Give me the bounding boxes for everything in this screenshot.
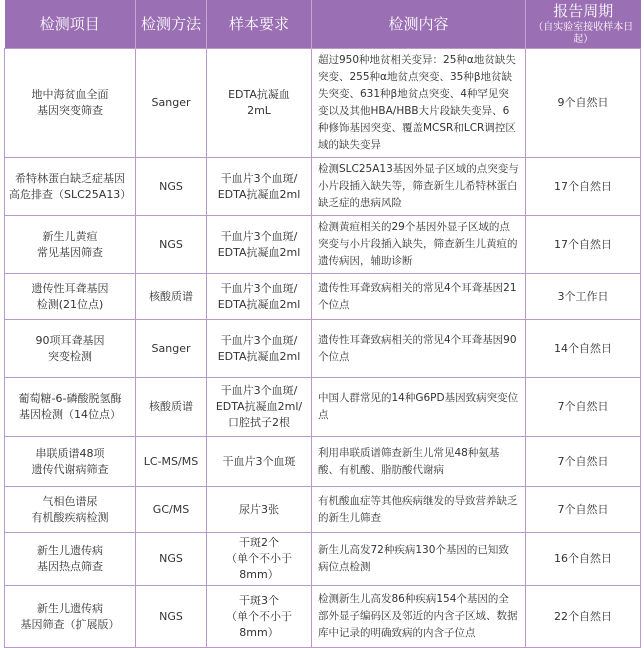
cell-method-line: NGS [159,237,183,251]
header-period [526,0,641,49]
cell-item-line: 遗传代谢病筛查 [31,462,109,476]
header-item: 检测项目 [5,0,136,49]
cell-method [136,158,207,216]
cell-sample [207,586,312,648]
cell-period [526,533,641,586]
cell-period-line: 14个自然日 [554,341,612,355]
cell-sample-line: 干血片3个血斑/ [220,333,298,347]
cell-sample-line: 尿片3张 [239,502,279,516]
cell-item-line: 检测(21位点) [36,297,104,311]
cell-content [312,378,526,437]
cell-item-line: 葡萄糖-6-磷酸脱氢酶 [18,392,122,405]
cell-method-line: NGS [159,609,183,623]
table-row [5,378,641,437]
cell-content [312,487,526,533]
cell-item [5,320,136,378]
cell-item-line: 突变检测 [48,349,92,363]
cell-item-line: 新生儿遗传病 [37,601,103,615]
cell-method [136,378,207,437]
cell-content-line: 新生儿高发72种疾病130个基因的已知致病位点检测 [318,544,509,573]
cell-period [526,216,641,274]
cell-content-line: 检测新生儿高发86种疾病154个基因的全部外显子编码区及邻近的内含子区域、数据库中记录的明确致病的内含子位点 [318,593,518,639]
cell-method [136,437,207,487]
cell-content [312,586,526,648]
cell-item-line: 基因检测（14位点） [19,408,121,421]
cell-sample-line: （单个不小于8mm） [226,609,292,639]
cell-sample [207,49,312,158]
table-row [5,49,641,158]
cell-method [136,216,207,274]
cell-item [5,533,136,586]
cell-method-line: NGS [159,179,183,193]
cell-period-line: 16个自然日 [554,552,612,565]
table-row [5,158,641,216]
test-items-table [4,0,641,648]
cell-content [312,216,526,274]
cell-sample-line: 干斑3个 [239,593,279,607]
cell-content-line: 遗传性耳聋致病相关的常见4个耳聋基因90个位点 [318,333,517,363]
cell-sample-line: EDTA抗凝血2ml [217,187,301,201]
cell-sample-line: 口腔拭子2根 [228,416,290,429]
table-row [5,320,641,378]
cell-period [526,378,641,437]
cell-content [312,533,526,586]
cell-sample-line: 干血片3个血斑/ [220,384,298,397]
cell-method [136,487,207,533]
cell-item [5,487,136,533]
cell-period-line: 17个自然日 [554,179,612,193]
cell-sample-line: EDTA抗凝血 [228,88,290,101]
cell-sample [207,487,312,533]
header-method: 检测方法 [136,0,207,49]
cell-sample-line: 干血片3个血斑/ [220,171,298,185]
cell-method-line: GC/MS [152,502,190,516]
cell-item-line: 遗传性耳聋基因 [31,281,109,295]
cell-sample [207,274,312,320]
cell-item-line: 新生儿黄疸 [42,229,98,243]
cell-sample-line: EDTA抗凝血2ml [217,245,301,259]
cell-item-line: 基因热点筛查 [37,560,103,573]
cell-item [5,274,136,320]
cell-period [526,487,641,533]
cell-sample [207,158,312,216]
cell-content [312,437,526,487]
cell-item [5,216,136,274]
cell-sample [207,378,312,437]
cell-item-line: 希特林蛋白缺乏症基因 [15,171,125,185]
header-period-subtitle: （自实验室接收样本日起） [533,22,634,45]
cell-content-line: 中国人群常见的14种G6PD基因致病突变位点 [318,392,519,421]
cell-method-line: LC-MS/MS [143,454,199,468]
cell-method [136,274,207,320]
cell-item-line: 基因突变筛查 [37,104,103,117]
cell-item-line: 90项耳聋基因 [35,333,105,347]
cell-content [312,320,526,378]
cell-sample-line: 干斑2个 [239,536,279,549]
cell-item-line: 高危排查（SLC25A13） [9,187,132,201]
cell-period-line: 9个自然日 [557,96,609,109]
table-row [5,487,641,533]
cell-content-line: 利用串联质谱筛查新生儿常见48种氨基酸、有机酸、脂肪酸代谢病 [318,446,500,476]
cell-item [5,437,136,487]
cell-content-line: 遗传性耳聋致病相关的常见4个耳聋基因21个位点 [318,281,517,311]
cell-method-line: NGS [159,552,183,565]
cell-content-line: 超过950种地贫相关变异：25种α地贫缺失突变、255种α地贫点突变、35种β地贫缺失突变、631种β地贫点突变、4种罕见突变以及其他HBA/HBB大片段缺失变异、6种修饰基因突变、覆盖MCSR和LCR调控区域的缺失变异 [318,54,516,151]
cell-content-line: 检测SLC25A13基因外显子区域的点突变与小片段插入缺失等，筛查新生儿希特林蛋白缺乏症的患病风险 [318,163,519,209]
cell-period-line: 7个自然日 [557,454,609,468]
cell-item-line: 基因筛查（扩展版） [20,617,120,631]
cell-sample-line: EDTA抗凝血2ml [217,349,301,363]
cell-item-line: 气相色谱尿 [42,494,98,508]
cell-method-line: Sanger [151,96,191,109]
table-row [5,586,641,648]
cell-sample-line: 干血片3个血斑 [222,454,296,468]
table-row [5,437,641,487]
cell-item-line: 地中海贫血全面 [31,88,109,101]
test-items-table-container [4,0,640,648]
cell-content-line: 有机酸血症等其他疾病继发的导致营养缺乏的新生儿筛查 [318,494,518,524]
cell-sample-line: EDTA抗凝血2ml/ [215,400,303,413]
cell-period [526,49,641,158]
cell-period [526,586,641,648]
cell-sample-line: 干血片3个血斑/ [220,281,298,295]
cell-item [5,158,136,216]
cell-content-line: 检测黄疸相关的29个基因外显子区域的点突变与小片段插入缺失，筛查新生儿黄疸的遗传病因，辅助诊断 [318,221,518,267]
cell-method [136,320,207,378]
cell-sample [207,216,312,274]
cell-method [136,586,207,648]
cell-content [312,49,526,158]
cell-period [526,274,641,320]
cell-content [312,274,526,320]
cell-period [526,158,641,216]
header-content: 检测内容 [312,0,526,49]
cell-period-line: 7个自然日 [557,400,609,413]
cell-period-line: 3个工作日 [557,289,609,303]
cell-content [312,158,526,216]
table-body [5,49,641,648]
cell-sample [207,320,312,378]
cell-item-line: 有机酸疾病检测 [31,510,109,524]
table-row [5,274,641,320]
cell-method-line: Sanger [151,341,191,355]
cell-period-line: 22个自然日 [554,609,612,623]
cell-method-line: 核酸质谱 [149,289,193,303]
cell-method-line: 核酸质谱 [149,400,193,413]
cell-sample-line: 2mL [247,104,271,117]
header-period-title: 报告周期 [553,2,614,20]
cell-item-line: 串联质谱48项 [35,446,105,460]
header-sample: 样本要求 [207,0,312,49]
cell-sample [207,437,312,487]
cell-method [136,49,207,158]
table-row [5,216,641,274]
cell-sample-line: （单个不小于8mm） [226,552,292,581]
cell-item [5,378,136,437]
cell-period-line: 7个自然日 [557,502,609,516]
cell-item [5,49,136,158]
cell-method [136,533,207,586]
cell-item-line: 新生儿遗传病 [37,544,103,557]
cell-sample-line: EDTA抗凝血2ml [217,297,301,311]
table-row [5,533,641,586]
cell-item [5,586,136,648]
cell-item-line: 常见基因筛查 [37,245,103,259]
cell-sample [207,533,312,586]
cell-period [526,437,641,487]
cell-sample-line: 干血片3个血斑/ [220,229,298,243]
table-header-row [5,0,641,49]
cell-period [526,320,641,378]
cell-period-line: 17个自然日 [554,237,612,251]
